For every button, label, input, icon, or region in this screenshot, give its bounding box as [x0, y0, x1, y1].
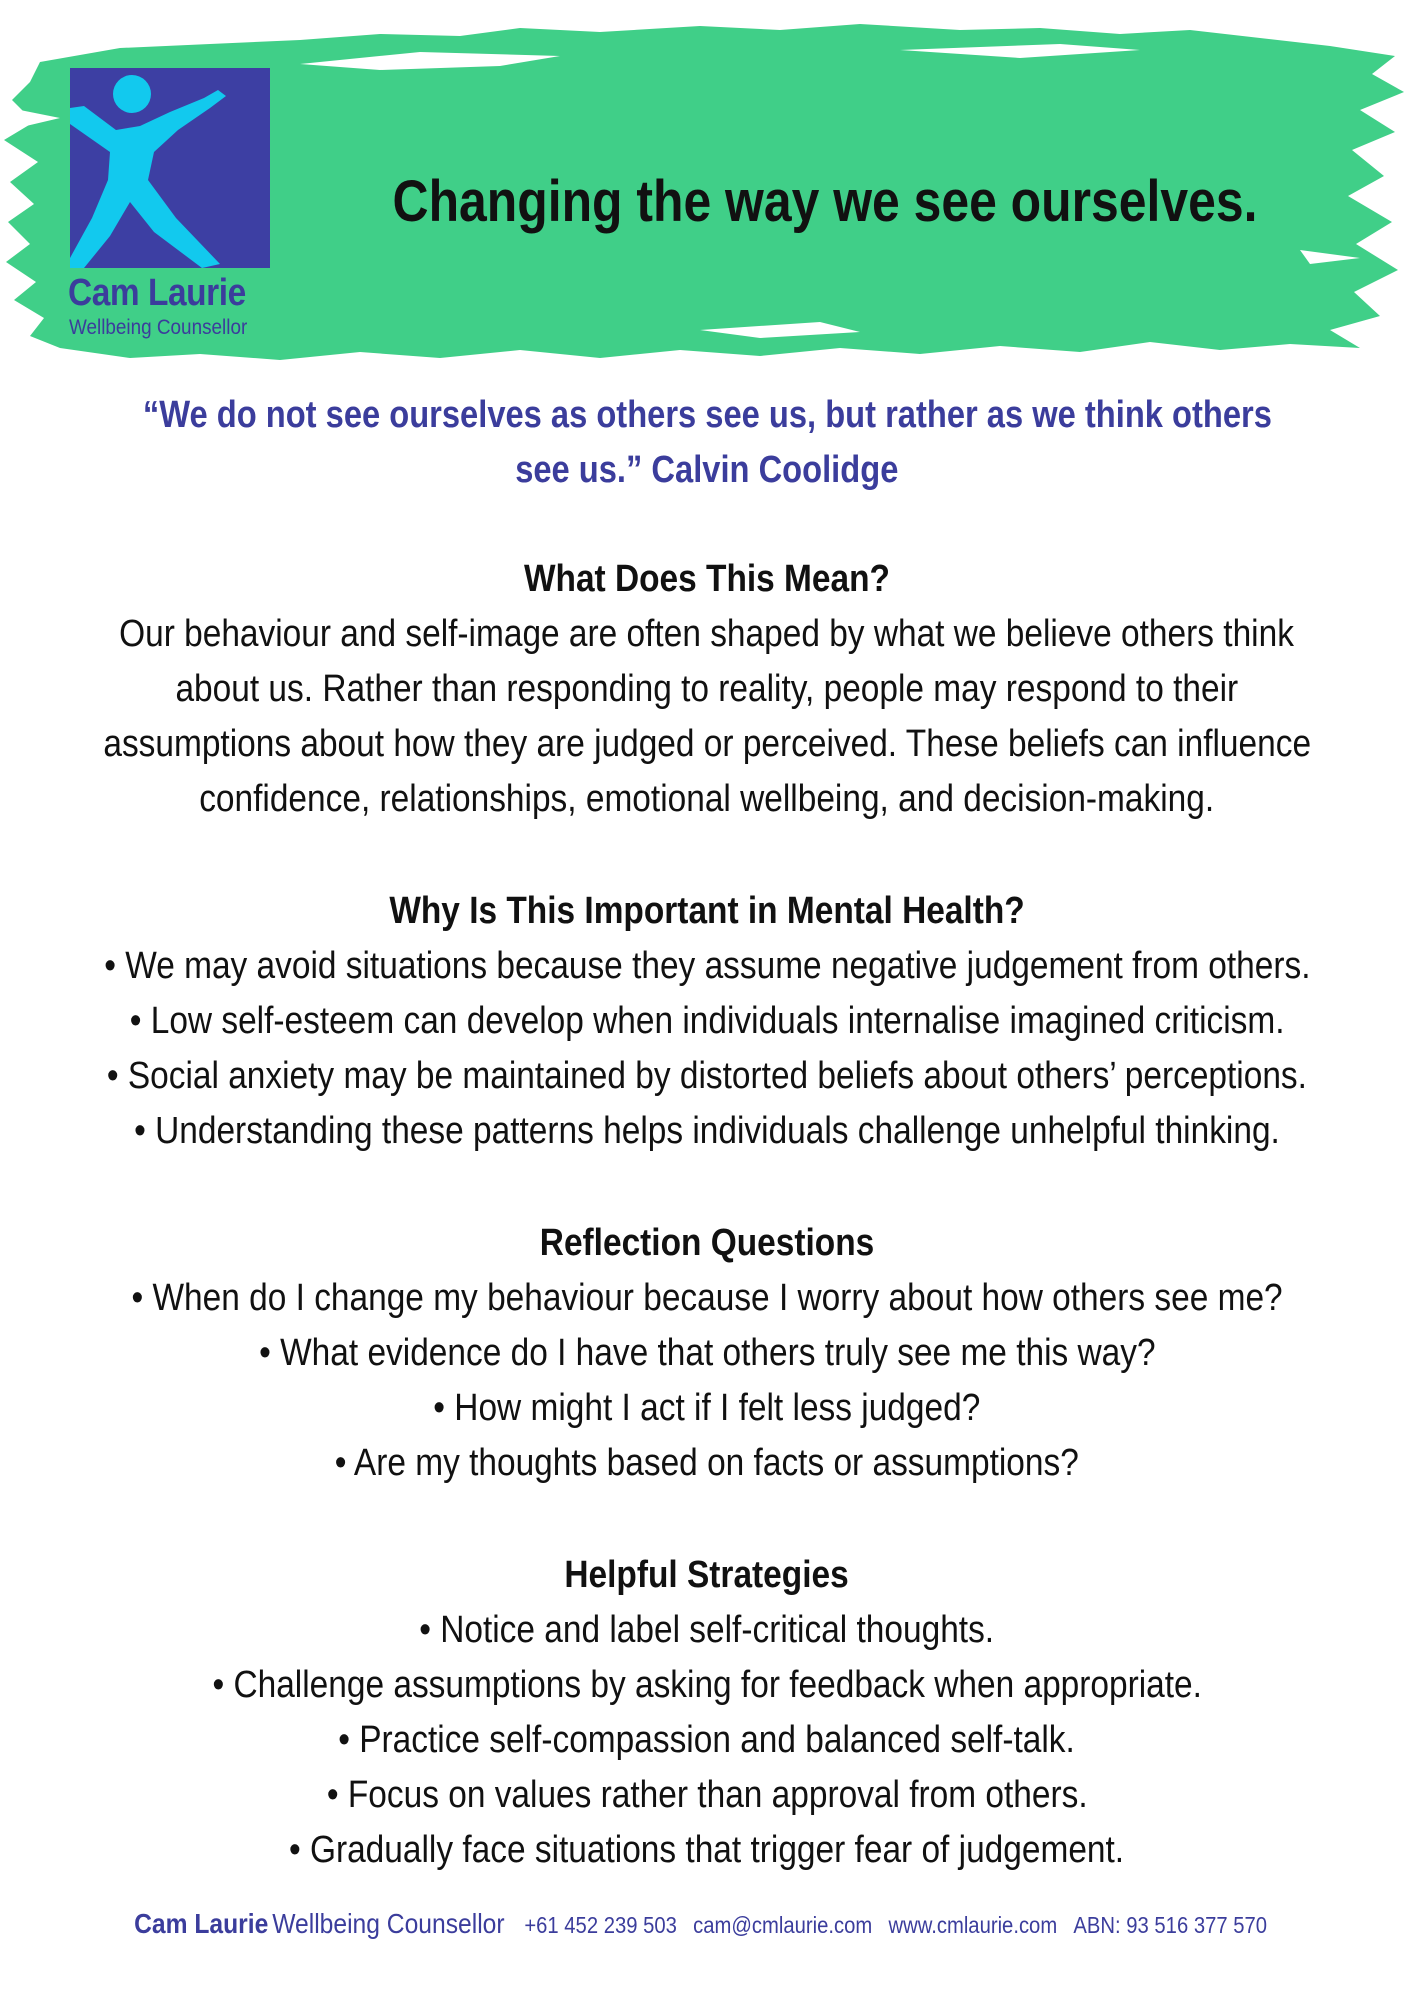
footer-role: Wellbeing Counsellor — [272, 1908, 505, 1939]
list-item: • Challenge assumptions by asking for feedback when appropriate. — [212, 1664, 1202, 1706]
footer — [0, 1908, 1414, 1940]
quote — [40, 388, 1374, 498]
list-item: • Gradually face situations that trigger fear of judgement. — [289, 1829, 1125, 1871]
paragraph-line: Our behaviour and self-image are often shaped by what we believe others think — [119, 613, 1295, 655]
section-reflection — [0, 1216, 1414, 1491]
footer-phone[interactable]: +61 452 239 503 — [524, 1912, 678, 1938]
footer-website[interactable]: www.cmlaurie.com — [888, 1912, 1058, 1938]
section-heading: Helpful Strategies — [564, 1554, 850, 1596]
section-heading: What Does This Mean? — [523, 558, 890, 600]
footer-abn: ABN: 93 516 377 570 — [1073, 1912, 1268, 1938]
list-item: • Focus on values rather than approval from others. — [326, 1774, 1088, 1816]
list-item: • What evidence do I have that others truly see me this way? — [258, 1332, 1156, 1374]
logo-figure-icon — [70, 68, 270, 268]
logo-subtitle: Wellbeing Counsellor — [69, 316, 248, 339]
list-item: • We may avoid situations because they assume negative judgement from others. — [103, 945, 1311, 987]
list-item: • When do I change my behaviour because I worry about how others see me? — [131, 1277, 1283, 1319]
paragraph-line: about us. Rather than responding to reality, people may respond to their — [175, 668, 1239, 710]
logo-name: Cam Laurie — [68, 272, 246, 314]
section-heading: Why Is This Important in Mental Health? — [389, 890, 1025, 932]
list-item: • Understanding these patterns helps individuals challenge unhelpful thinking. — [134, 1110, 1280, 1152]
list-item: • Practice self-compassion and balanced self-talk. — [338, 1719, 1076, 1761]
page-title: Changing the way we see ourselves. — [392, 169, 1258, 234]
footer-email[interactable]: cam@cmlaurie.com — [693, 1912, 873, 1938]
quote-line: see us.” Calvin Coolidge — [515, 449, 899, 491]
list-item: • Are my thoughts based on facts or assumptions? — [334, 1442, 1080, 1484]
section-meaning — [0, 552, 1414, 827]
section-heading: Reflection Questions — [539, 1222, 875, 1264]
paragraph-line: confidence, relationships, emotional wellbeing, and decision-making. — [199, 778, 1215, 820]
section-strategies — [0, 1548, 1414, 1878]
footer-name: Cam Laurie — [134, 1908, 269, 1939]
list-item: • Low self-esteem can develop when individuals internalise imagined criticism. — [129, 1000, 1285, 1042]
quote-line: “We do not see ourselves as others see us, but rather as we think others — [142, 394, 1272, 436]
list-item: • Notice and label self-critical thoughts. — [419, 1609, 995, 1651]
paragraph-line: assumptions about how they are judged or perceived. These beliefs can influence — [103, 723, 1311, 765]
section-importance — [0, 884, 1414, 1159]
list-item: • How might I act if I felt less judged? — [433, 1387, 981, 1429]
list-item: • Social anxiety may be maintained by distorted beliefs about others’ perceptions. — [106, 1055, 1308, 1097]
